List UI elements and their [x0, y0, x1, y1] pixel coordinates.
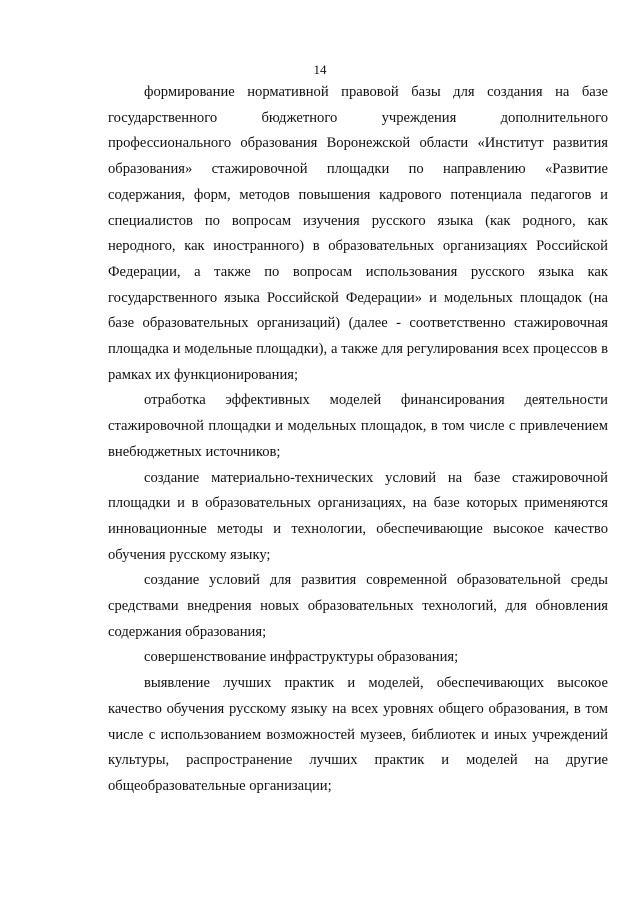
paragraph-best-practices: выявление лучших практик и моделей, обеспечивающих высокое качество обучения русскому языку на всех уровнях общего образования, в том числе с использованием возможностей музеев, библиотек и иных учреждений культуры, распространение лучших практик и моделей на другие общеобразовательные организации;	[108, 675, 608, 794]
document-body	[108, 80, 608, 800]
paragraph-financing-models: отработка эффективных моделей финансирования деятельности стажировочной площадки и модельных площадок, в том числе с привлечением внебюджетных источников;	[108, 392, 608, 460]
paragraph-educational-environment: создание условий для развития современной образовательной среды средствами внедрения новых образовательных технологий, для обновления содержания образования;	[108, 572, 608, 640]
page-number: 14	[313, 62, 327, 77]
paragraph-material-conditions: создание материально-технических условий на базе стажировочной площадки и в образовательных организациях, на базе которых применяются инновационные методы и технологии, обеспечивающие высокое качество обучения русскому языку;	[108, 469, 608, 563]
paragraph-regulatory-framework: формирование нормативной правовой базы для создания на базе государственного бюджетного учреждения дополнительного профессионального образования Воронежской области «Институт развития образования» стажировочной площадки по направлению «Развитие содержания, форм, методов повышения кадрового потенциала педагогов и специалистов по вопросам изучения русского языка (как родного, как неродного, как иностранного) в образовательных организациях Российской Федерации, а также по вопросам использования русского языка как государственного языка Российской Федерации» и модельных площадок (на базе образовательных организаций) (далее - соответственно стажировочная площадка и модельные площадки), а также для регулирования всех процессов в рамках их функционирования;	[108, 84, 608, 383]
paragraph-infrastructure: совершенствование инфраструктуры образования;	[144, 649, 459, 666]
